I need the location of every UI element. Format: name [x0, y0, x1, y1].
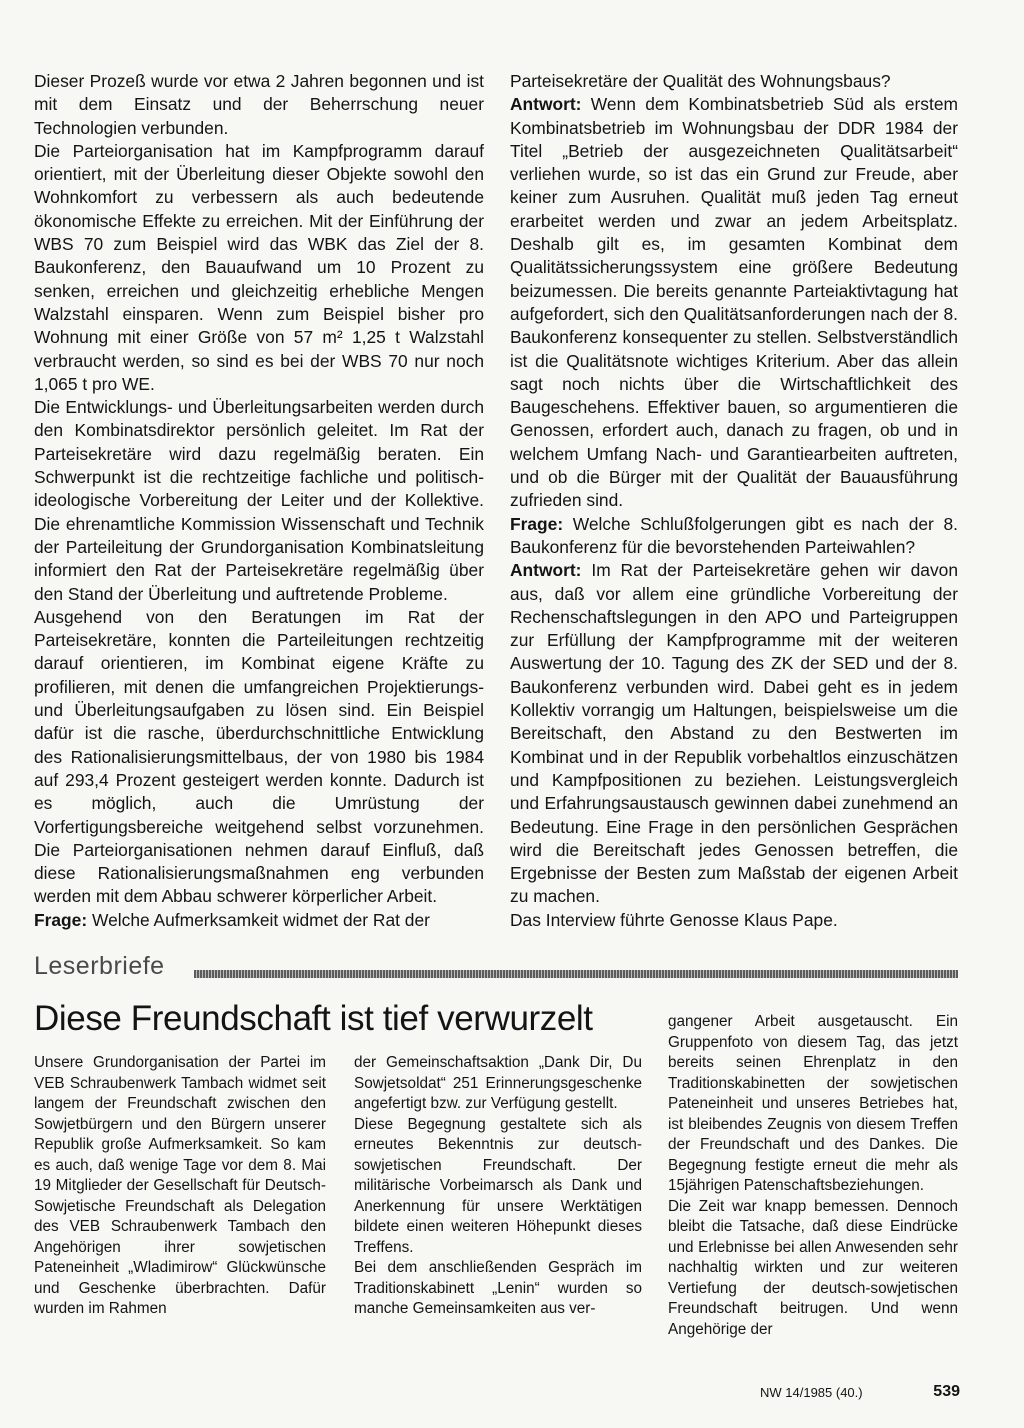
letter-column-3: [668, 1012, 958, 1340]
interview-credit: Das Interview führte Genosse Klaus Pape.: [510, 909, 838, 930]
letter-paragraph: Diese Begegnung gestaltete sich als erneutes Bekenntnis zur deutsch-sowjetischen Freundschaft. Der militärische Vorbeimarsch als Dank und Anerkennung für unsere Werktätigen bildete einen weiteren Höhepunkt dieses Treffens.: [354, 1115, 642, 1256]
answer-label: Antwort:: [510, 560, 582, 581]
letter-paragraph: Die Zeit war knapp bemessen. Dennoch bleibt die Tatsache, daß diese Eindrücke und Erlebnisse bei allen Anwesenden sehr nachhaltig wirkten und zur weiteren Vertiefung der deutsch-sowjetischen Freundschaft beitrugen. Und wenn Angehörige der: [668, 1197, 958, 1338]
page-footer: [760, 1383, 960, 1403]
interview-left-column: [34, 70, 484, 932]
section-header: [34, 951, 958, 981]
letter-paragraph: Unsere Grundorganisation der Partei im VEB Schraubenwerk Tambach widmet seit langem der Freundschaft zwischen den Sowjetbürgern und den Bürgern unserer Republik große Aufmerksamkeit. So kam es auch, daß wenige Tage vor dem 8. Mai 19 Mitglieder der Gesellschaft für Deutsch-Sowjetische Freundschaft als Delegation des VEB Schraubenwerk Tambach den Angehörigen ihrer sowjetischen Pateneinheit „Wladimirow“ Glückwünsche und Geschenke überbrachten. Dafür wurden im Rahmen: [34, 1054, 326, 1317]
article-headline: Diese Freundschaft ist tief verwurzelt: [34, 999, 593, 1038]
section-label: Leserbriefe: [34, 952, 165, 980]
letter-paragraph: der Gemeinschaftsaktion „Dank Dir, Du Sowjetsoldat“ 251 Erinnerungsgeschenke angefertigt bzw. zur Verfügung gestellt.: [354, 1054, 642, 1112]
question-2: [510, 513, 958, 560]
issue-label: NW 14/1985 (40.): [760, 1385, 863, 1400]
question-label: Frage:: [34, 909, 88, 930]
interview-paragraph: Die Entwicklungs- und Überleitungsarbeiten werden durch den Kombinatsdirektor persönlich geleitet. Im Rat der Parteisekretäre wird dazu regelmäßig beraten. Ein Schwerpunkt ist die rechtzeitige fachliche und politisch-ideologische Vorbereitung der Leiter und der Kollektive. Die ehrenamtliche Kommission Wissenschaft und Technik der Parteileitung der Grundorganisation Kombinatsleitung informiert den Rat der Parteisekretäre regelmäßig über den Stand der Überleitung und auftretende Probleme.: [34, 397, 484, 604]
letter-column-1: [34, 1053, 326, 1320]
page-number: 539: [933, 1383, 960, 1400]
section-divider: [194, 970, 958, 978]
question-text: Welche Aufmerksamkeit widmet der Rat der: [87, 909, 430, 930]
question-label: Frage:: [510, 513, 564, 534]
answer-1: [510, 93, 958, 512]
answer-text: Wenn dem Kombinatsbetrieb Süd als erstem Kombinatsbetrieb im Wohnungsbau der DDR 1984 der Titel „Betrieb der ausgezeichneten Qualitätsarbeit“ verliehen wurde, so ist das ein Grund zur Freude, aber keiner zum Ausruhen. Qualität muß jeden Tag erneut erarbeitet werden und zwar an jedem Arbeitsplatz. Deshalb gilt es, im gesamten Kombinat dem Qualitätssicherungssystem eine größere Bedeutung beizumessen. Die bereits genannte Parteiaktivtagung hat aufgefordert, sich den Qualitätsanforderungen nach der 8. Baukonferenz konsequenter zu stellen. Selbstverständlich ist die Qualitätsnote wichtiges Kriterium. Aber das allein sagt noch nichts über die Wirtschaftlichkeit des Baugeschehens. Effektiver bauen, so argumentieren die Genossen, erfordert auch, danach zu fragen, ob und in welchem Umfang Nach- und Garantiearbeiten auftreten, und ob die Bürger mit der Qualität der Bauausführung zufrieden sind.: [510, 94, 958, 511]
interview-paragraph: Die Parteiorganisation hat im Kampfprogramm darauf orientiert, mit der Überleitung dieser Objekte sowohl den Wohnkomfort zu verbessern als auch bedeutende ökonomische Effekte zu erreichen. Mit der Einführung der WBS 70 zum Beispiel wird das WBK das Ziel der 8. Baukonferenz, den Bauaufwand um 10 Prozent zu senken, erreichen und gleichzeitig erhebliche Mengen Walzstahl einsparen. Wenn zum Beispiel bisher pro Wohnung mit einer Größe von 57 m² 1,25 t Walzstahl verbraucht werden, so sind es bei der WBS 70 nur noch 1,065 t pro WE.: [34, 140, 484, 394]
question-text: Welche Schlußfolgerungen gibt es nach der 8. Baukonferenz für die bevorstehenden Parteiwahlen?: [510, 513, 958, 557]
letter-paragraph: Bei dem anschließenden Gespräch im Traditionskabinett „Lenin“ wurden so manche Gemeinsamkeiten aus ver-: [354, 1259, 642, 1317]
question-1-start: [34, 909, 484, 932]
answer-label: Antwort:: [510, 94, 582, 115]
interview-paragraph: Dieser Prozeß wurde vor etwa 2 Jahren begonnen und ist mit dem Einsatz und der Beherrschung neuer Technologien verbunden.: [34, 71, 484, 138]
answer-text: Im Rat der Parteisekretäre gehen wir davon aus, daß vor allem eine gründliche Vorbereitung der Rechenschaftslegungen in den APO und Parteigruppen zur Erfüllung der Kampfprogramme mit der weiteren Auswertung der 10. Tagung des ZK der SED und der 8. Baukonferenz verbunden wird. Dabei geht es in jedem Kollektiv vorrangig um Haltungen, beispielsweise um die Bereitschaft, den Abstand zu den Bestwerten im Kombinat und in der Republik vorbehaltlos einzuschätzen und Kampfpositionen zu beziehen. Leistungsvergleich und Erfahrungsaustausch gewinnen dabei zunehmend an Bedeutung. Eine Frage in den persönlichen Gesprächen wird die Bereitschaft jedes Genossen betreffen, die Ergebnisse der Besten zum Maßstab der eigenen Arbeit zu machen.: [510, 560, 958, 907]
answer-2: [510, 559, 958, 908]
question-1-continued: Parteisekretäre der Qualität des Wohnungsbaus?: [510, 71, 891, 91]
letter-column-2: [354, 1053, 642, 1320]
interview-paragraph: Ausgehend von den Beratungen im Rat der Parteisekretäre, konnten die Parteileitungen rechtzeitig darauf orientieren, im Kombinat eigene Kräfte zu profilieren, mit denen die umfangreichen Projektierungs- und Überleitungsaufgaben zu lösen sind. Ein Beispiel dafür ist die rasche, überdurchschnittliche Entwicklung des Rationalisierungsmittelbaus, der von 1980 bis 1984 auf 293,4 Prozent gesteigert werden konnte. Dadurch ist es möglich, auch die Umrüstung der Vorfertigungsbereiche weitgehend selbst vorzunehmen. Die Parteiorganisationen nehmen darauf Einfluß, daß diese Rationalisierungsmaßnahmen eng verbunden werden mit dem Abbau schwerer körperlicher Arbeit.: [34, 606, 484, 907]
letter-paragraph: gangener Arbeit ausgetauscht. Ein Gruppenfoto von diesem Tag, das jetzt bereits seinen Ehrenplatz in den Traditionskabinetten der sowjetischen Pateneinheit und unseres Betriebes hat, ist bleibendes Zeugnis von diesem Treffen der Freundschaft und des Dankes. Die Begegnung festigte erneut die mehr als 15jährigen Patenschaftsbeziehungen.: [668, 1013, 958, 1194]
interview-right-column: [510, 70, 958, 932]
